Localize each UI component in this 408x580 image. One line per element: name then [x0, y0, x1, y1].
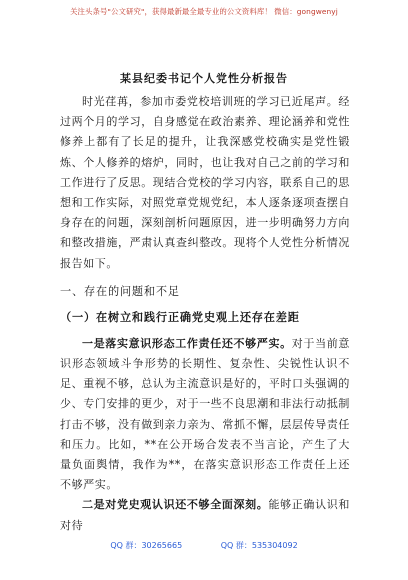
intro-paragraph: 时光荏苒，参加市委党校培训班的学习已近尾声。经过两个月的学习，自身感觉在政治素养、理论涵养和党性修养上都有了长足的提升，让我深感党校确实是党性锻炼、个人修养的熔炉，同时，也让我对自己之前的学习和工作进行了反思。现结合党校的学习内容，联系自己的思想和工作实际，对照党章党规党纪，本人逐条逐项查摆自身存在的问题，深刻剖析问题原因，进一步明确努力方向和整改措施，严肃认真查纠整改。现将个人党性分析情况报告如下。: [60, 95, 350, 270]
item-2-lead: 二是对党史观认识还不够全面深刻。: [82, 498, 269, 512]
item-1-lead: 一是落实意识形态工作责任还不够严实。: [82, 336, 292, 350]
footer-qq-2: QQ 群：535304092: [220, 541, 298, 550]
item-1-text: 对于当前意识形态领域斗争形势的长期性、复杂性、尖锐性认识不足、重视不够，总认为主流意识是好的，平时口头强调的少、专门安排的更少，对于一些不良思潮和非法行动抵制打击不够，没有做到亲力亲为、常抓不懈，层层传导责任和压力。比如，**在公开场合发表不当言论，产生了大量负面舆情，我作为**，在落实意识形态工作责任上还不够严实。: [60, 336, 350, 492]
footer: [0, 540, 408, 551]
item-2-text: 能够正确认识和对待: [60, 498, 350, 532]
item-2-paragraph: [60, 495, 350, 535]
document-body: [60, 92, 350, 536]
footer-qq-1: QQ 群：30265665: [110, 541, 183, 550]
header-banner: [0, 6, 408, 22]
section-heading-1: 一、存在的问题和不足: [60, 284, 180, 298]
document-title: 某县纪委书记个人党性分析报告: [120, 72, 288, 85]
header-banner-text: 关注头条号"公文研究"，获得最新最全最专业的公文资料库！ 微信：gongwenyj: [70, 7, 338, 16]
item-1-paragraph: [60, 334, 350, 496]
subsection-heading-1: （一）在树立和践行正确党史观上还存在差距: [60, 310, 300, 324]
